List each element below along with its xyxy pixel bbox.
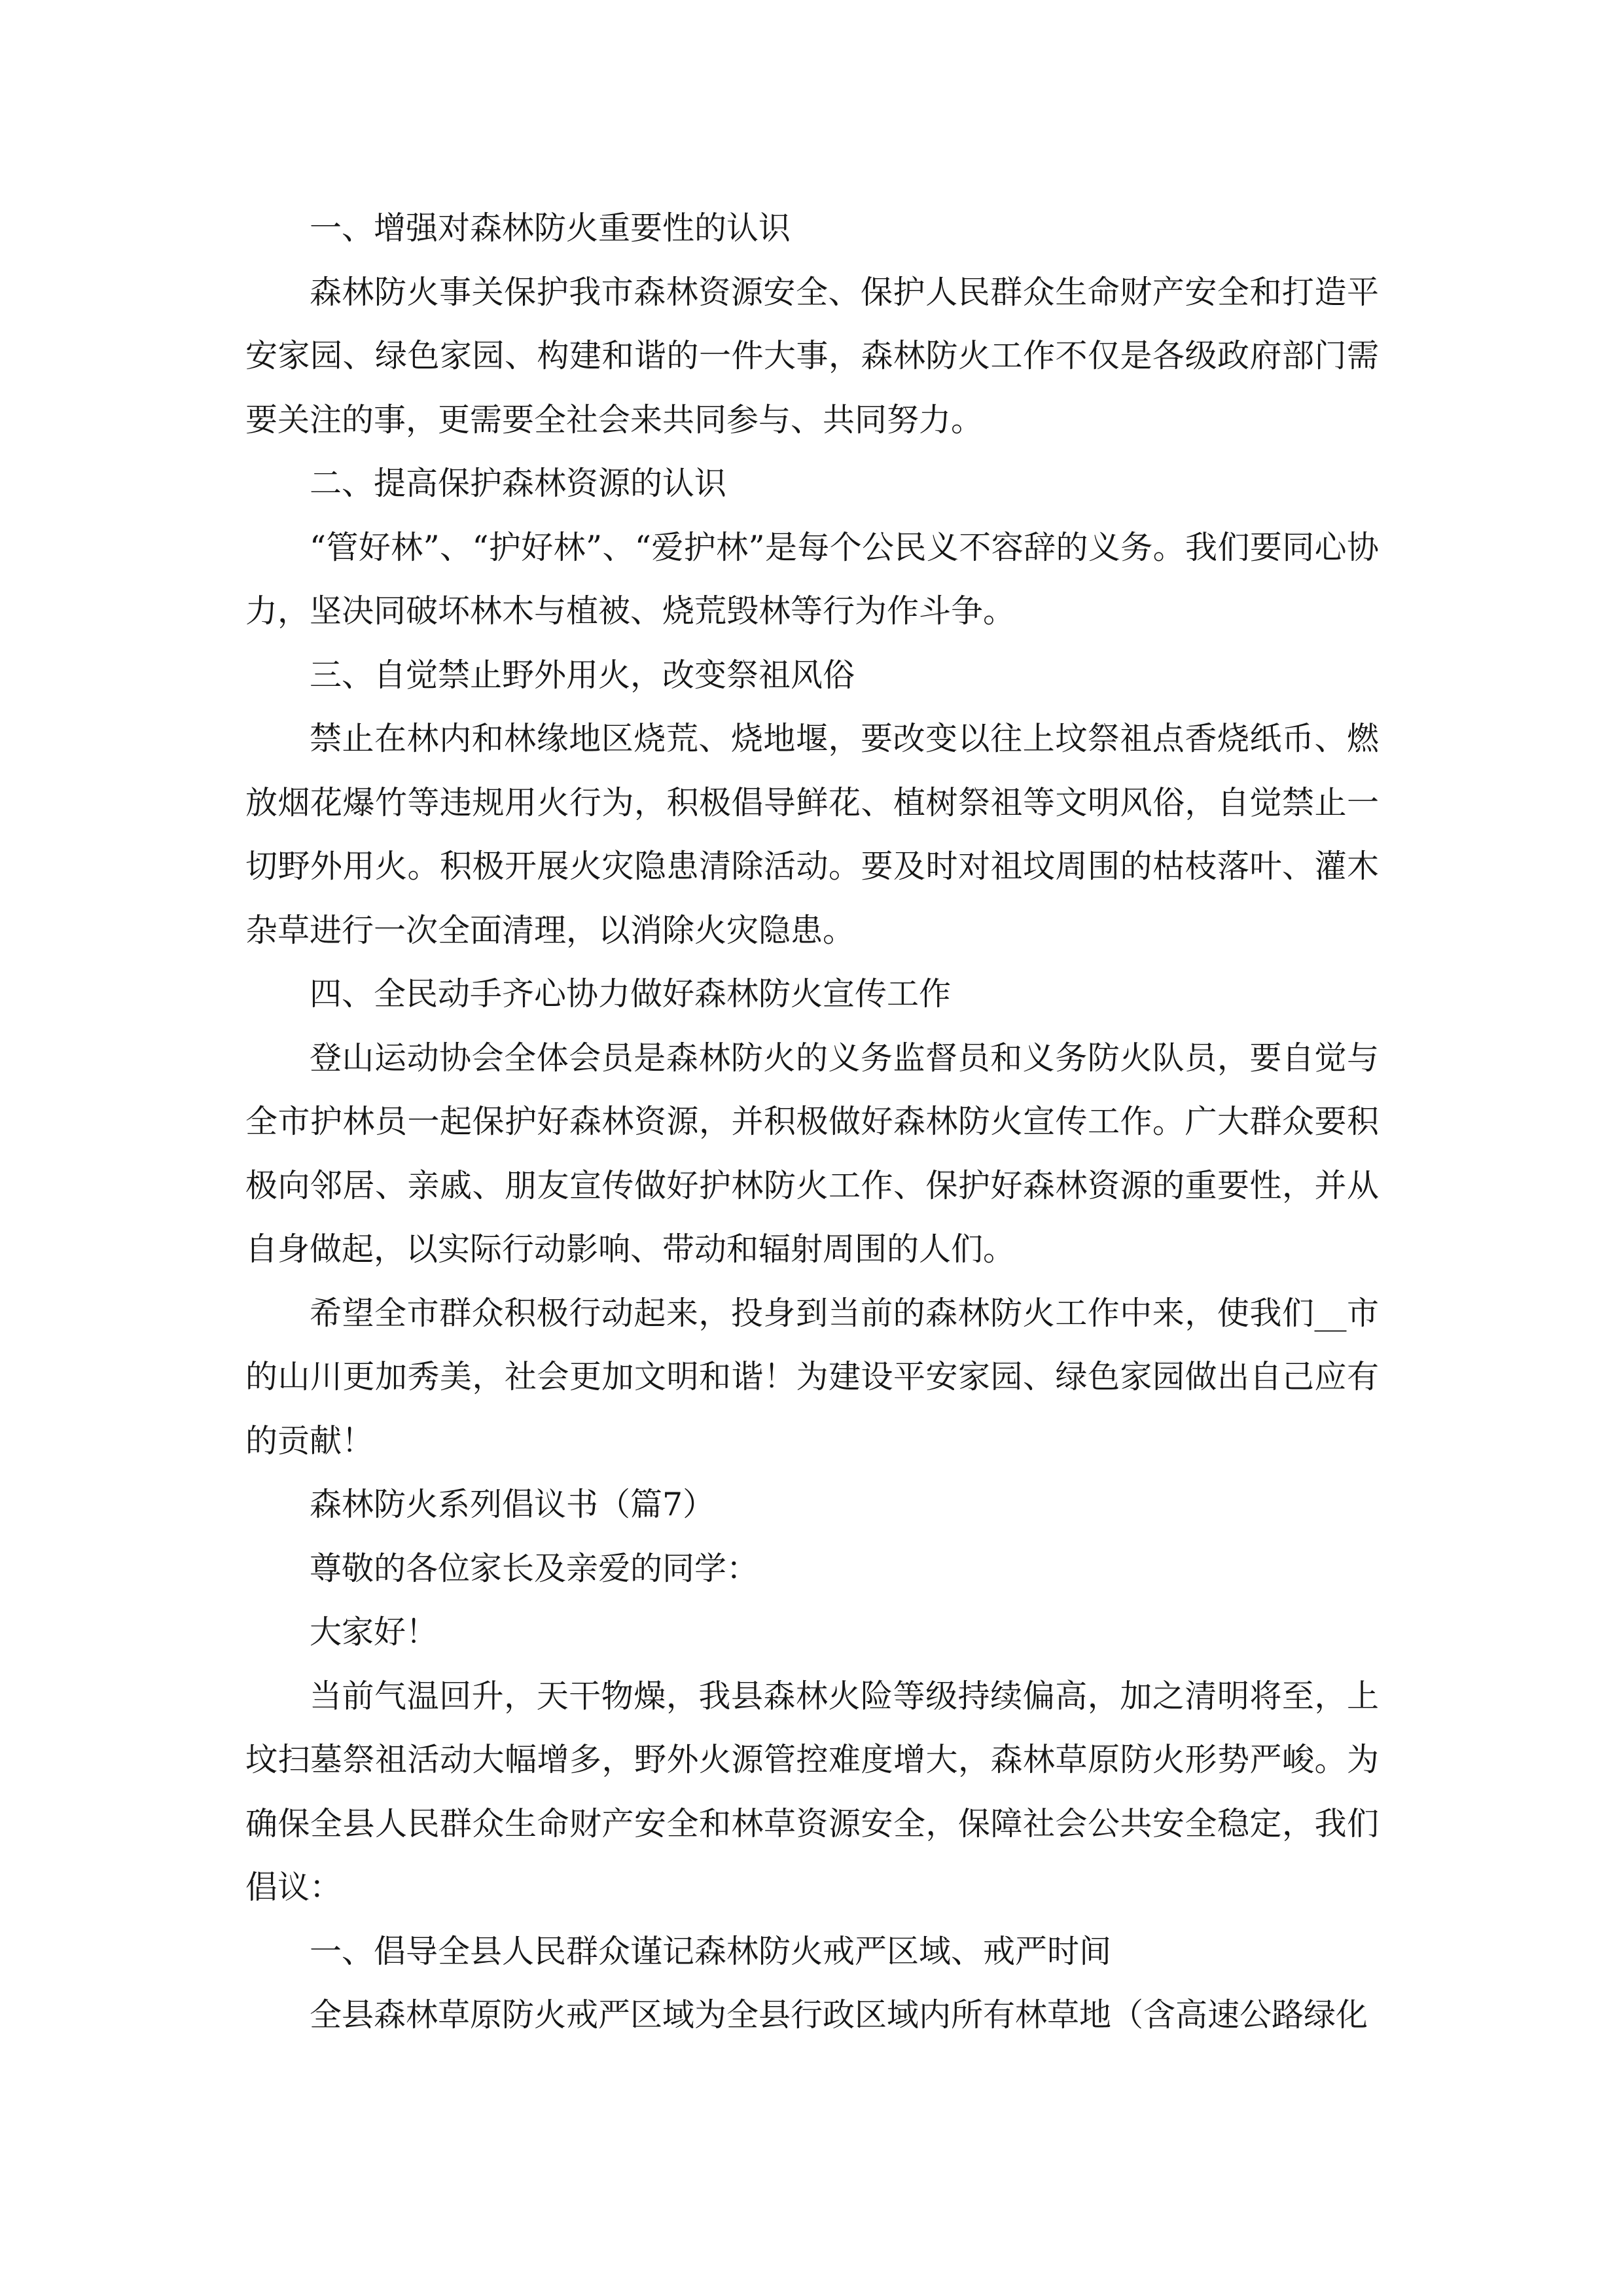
body-paragraph: 森林防火事关保护我市森林资源安全、保护人民群众生命财产安全和打造平安家园、绿色家园、构建和谐的一件大事，森林防火工作不仅是各级政府部门需要关注的事，更需要全社会来共同参与、共同努力。 <box>245 273 1379 439</box>
salutation: 尊敬的各位家长及亲爱的同学： <box>310 1549 759 1587</box>
section-heading-2: 二、提高保护森林资源的认识 <box>310 465 727 502</box>
closing-paragraph: 希望全市群众积极行动起来，投身到当前的森林防火工作中来，使我们__市的山川更加秀美，社会更加文明和谐！为建设平安家园、绿色家园做出自己应有的贡献！ <box>245 1294 1379 1460</box>
greeting: 大家好！ <box>310 1613 438 1651</box>
section-heading-4: 四、全民动手齐心协力做好森林防火宣传工作 <box>310 975 952 1013</box>
section-heading-1: 一、增强对森林防火重要性的认识 <box>310 209 791 247</box>
body-paragraph: 禁止在林内和林缘地区烧荒、烧地堰，要改变以往上坟祭祖点香烧纸币、燃放烟花爆竹等违规用火行为，积极倡导鲜花、植树祭祖等文明风俗，自觉禁止一切野外用火。积极开展火灾隐患清除活动。要及时对祖坟周围的枯枝落叶、灌木杂草进行一次全面清理，以消除火灾隐患。 <box>245 720 1379 949</box>
section-heading-1: 一、倡导全县人民群众谨记森林防火戒严区域、戒严时间 <box>310 1932 1112 1970</box>
body-paragraph: 登山运动协会全体会员是森林防火的义务监督员和义务防火队员，要自觉与全市护林员一起保护好森林资源，并积极做好森林防火宣传工作。广大群众要积极向邻居、亲戚、朋友宣传做好护林防火工作、保护好森林资源的重要性，并从自身做起，以实际行动影响、带动和辐射周围的人们。 <box>245 1039 1379 1268</box>
document-body <box>245 196 1379 2047</box>
body-paragraph: 全县森林草原防火戒严区域为全县行政区域内所有林草地（含高速公路绿化 <box>310 1996 1368 2034</box>
section-heading-3: 三、自觉禁止野外用火，改变祭祖风俗 <box>310 656 855 694</box>
body-paragraph: “管好林”、“护好林”、“爱护林”是每个公民义不容辞的义务。我们要同心协力，坚决同破坏林木与植被、烧荒毁林等行为作斗争。 <box>245 528 1379 630</box>
body-paragraph: 当前气温回升，天干物燥，我县森林火险等级持续偏高，加之清明将至，上坟扫墓祭祖活动大幅增多，野外火源管控难度增大，森林草原防火形势严峻。为确保全县人民群众生命财产安全和林草资源安全，保障社会公共安全稳定，我们倡议： <box>245 1677 1379 1906</box>
document-title: 森林防火系列倡议书（篇7） <box>310 1486 715 1523</box>
